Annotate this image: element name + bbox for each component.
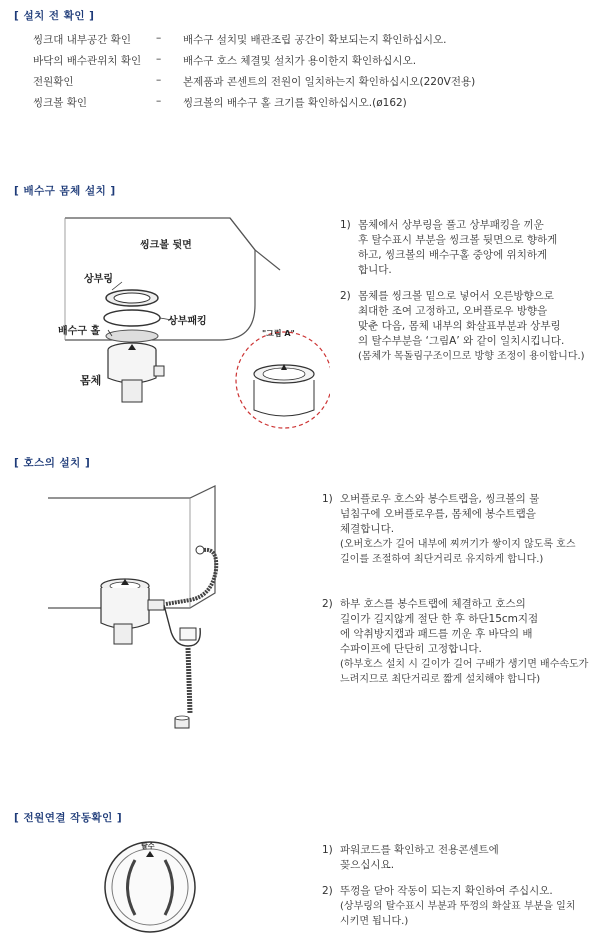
step-line: 최대한 조여 고정하고, 오버플로우 방향을 bbox=[358, 305, 548, 317]
label-upper-packing: 상부패킹 bbox=[168, 316, 207, 327]
step-line: 꽂으십시요. bbox=[340, 859, 395, 871]
check-label: 바닥의 배수관위치 확인 bbox=[33, 55, 142, 67]
step-note: 느려지므로 최단거리로 짧게 설치해야 합니다) bbox=[340, 674, 541, 685]
check-label: 전원확인 bbox=[33, 76, 74, 88]
step-note: (오버호스가 길어 내부에 찌꺼기가 쌓이지 않도록 호스 bbox=[340, 539, 576, 550]
step-number: 2) bbox=[322, 598, 333, 610]
check-dash: – bbox=[156, 95, 162, 107]
step-item bbox=[340, 218, 595, 278]
step-number: 1) bbox=[322, 844, 333, 856]
check-dash: – bbox=[156, 32, 162, 44]
step-line: 파워코드를 확인하고 전용콘센트에 bbox=[340, 844, 499, 856]
hose-diagram bbox=[40, 478, 300, 733]
step-line: 넘침구에 오버플로우를, 몸체에 봉수트랩을 bbox=[340, 508, 536, 520]
hose-steps bbox=[322, 492, 597, 698]
lid-label: 탈수 bbox=[141, 842, 155, 850]
power-steps bbox=[322, 843, 597, 940]
step-line: 의 탈수부분을 ‘그림A’ 와 같이 일치시킵니다. bbox=[358, 335, 565, 347]
section-title-drain-body: [ 배수구 몸체 설치 ] bbox=[14, 185, 116, 197]
step-number: 1) bbox=[322, 493, 333, 505]
step-line: 후 탈수표시 부분을 씽크볼 뒷면으로 향하게 bbox=[358, 234, 558, 246]
section-title-preinstall: [ 설치 전 확인 ] bbox=[14, 10, 95, 22]
label-figure-a: "그림 A" bbox=[262, 329, 295, 338]
label-body: 몸체 bbox=[80, 374, 102, 387]
step-line: 오버플로우 호스와 봉수트랩을, 씽크볼의 물 bbox=[340, 493, 540, 505]
step-line: 몸체를 씽크볼 밑으로 넣어서 오른방향으로 bbox=[358, 290, 554, 302]
section-title-hose: [ 호스의 설치 ] bbox=[14, 457, 91, 469]
check-row bbox=[33, 32, 593, 46]
drain-lid-diagram bbox=[100, 835, 200, 935]
check-dash: – bbox=[156, 74, 162, 86]
check-desc: 씽크볼의 배수구 홀 크기를 확인하십시오.(ø162) bbox=[183, 97, 407, 109]
label-sink-back: 씽크볼 뒷면 bbox=[140, 240, 192, 251]
check-desc: 본제품과 콘센트의 전원이 일치하는지 확인하십시오(220V전용) bbox=[183, 76, 476, 88]
check-row bbox=[33, 74, 593, 88]
step-note: 시키면 됩니다.) bbox=[340, 916, 409, 927]
drain-body-steps bbox=[340, 218, 595, 375]
step-note: (상부링의 탈수표시 부분과 뚜껑의 화살표 부분을 일치 bbox=[340, 901, 576, 912]
step-number: 1) bbox=[340, 219, 351, 231]
step-line: 합니다. bbox=[358, 264, 392, 276]
step-line: 길이가 길지않게 절단 한 후 하단15cm지점 bbox=[340, 613, 539, 625]
check-row bbox=[33, 95, 593, 109]
step-line: 하고, 씽크볼의 배수구홀 중앙에 위치하게 bbox=[358, 249, 548, 261]
step-item bbox=[322, 492, 597, 567]
label-drain-hole: 배수구 홀 bbox=[58, 326, 101, 337]
step-line: 에 악취방지캡과 패드를 끼운 후 바닥의 배 bbox=[340, 628, 533, 640]
step-number: 2) bbox=[322, 885, 333, 897]
step-note: (몸체가 목돌림구조이므로 방향 조정이 용이합니다.) bbox=[358, 351, 585, 362]
step-item bbox=[322, 843, 597, 873]
section-title-power: [ 전원연결 작동확인 ] bbox=[14, 812, 123, 824]
step-note: (하부호스 설치 시 길이가 길어 구배가 생기면 배수속도가 bbox=[340, 659, 589, 670]
check-desc: 배수구 호스 체결및 설치가 용이한지 확인하십시오. bbox=[183, 55, 417, 67]
step-item bbox=[322, 597, 597, 687]
step-line: 하부 호스를 봉수트랩에 체결하고 호스의 bbox=[340, 598, 526, 610]
step-item bbox=[340, 289, 595, 364]
step-number: 2) bbox=[340, 290, 351, 302]
check-row bbox=[33, 53, 593, 67]
step-note: 길이를 조절하여 최단거리로 유지하게 합니다.) bbox=[340, 554, 544, 565]
check-label: 씽크볼 확인 bbox=[33, 97, 88, 109]
check-label: 씽크대 내부공간 확인 bbox=[33, 34, 131, 46]
step-item bbox=[322, 884, 597, 929]
drain-body-diagram bbox=[40, 210, 330, 435]
step-line: 체결합니다. bbox=[340, 523, 395, 535]
label-upper-ring: 상부링 bbox=[84, 274, 113, 285]
step-line: 뚜껑을 닫아 작동이 되는지 확인하여 주십시오. bbox=[340, 885, 553, 897]
step-line: 맞춘 다음, 몸체 내부의 화살표부분과 상부링 bbox=[358, 320, 561, 332]
step-line: 몸체에서 상부링을 풀고 상부패킹을 끼운 bbox=[358, 219, 544, 231]
check-dash: – bbox=[156, 53, 162, 65]
check-desc: 배수구 설치및 배관조립 공간이 확보되는지 확인하십시오. bbox=[183, 34, 447, 46]
step-line: 수파이프에 단단히 고정합니다. bbox=[340, 643, 482, 655]
